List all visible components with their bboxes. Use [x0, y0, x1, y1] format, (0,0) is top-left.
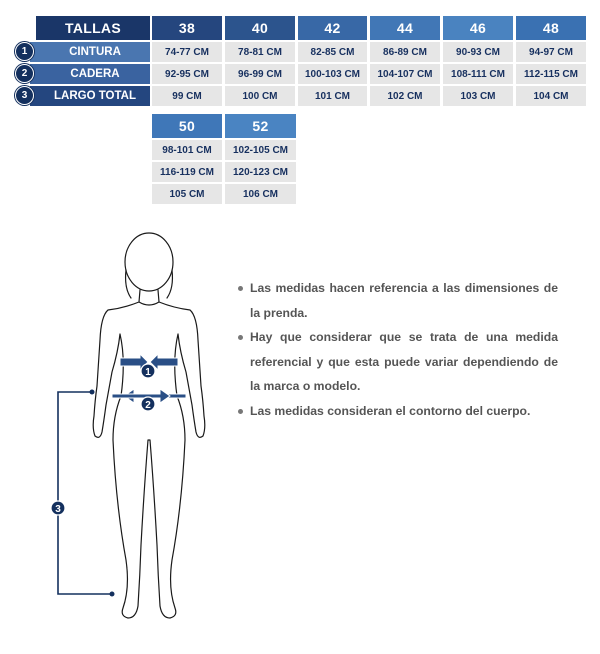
row-number-2: 2: [15, 64, 34, 83]
marker-2-label: 2: [145, 400, 151, 411]
marker-2: [141, 397, 155, 411]
table-cell: 92-95 CM: [152, 64, 222, 84]
size-header-46: 46: [443, 16, 513, 40]
table-cell: 100 CM: [225, 86, 295, 106]
note-text: Las medidas consideran el contorno del cuerpo.: [250, 403, 531, 418]
marker-1-label: 1: [145, 367, 151, 378]
table-cell: 82-85 CM: [298, 42, 367, 62]
list-item: [238, 325, 558, 399]
table-cell: 100-103 CM: [298, 64, 367, 84]
notes-list: [238, 276, 558, 423]
bracket-end-top: [90, 390, 95, 395]
size-header-44: 44: [370, 16, 440, 40]
size-header-52: 52: [225, 114, 296, 138]
note-text: Las medidas hacen referencia a las dimensiones de la prenda.: [250, 281, 558, 320]
table-cell: 94-97 CM: [516, 42, 586, 62]
row-label-largo-total: LARGO TOTAL: [30, 86, 150, 106]
bullet-icon: [238, 409, 243, 414]
table-cell: 116-119 CM: [152, 162, 222, 182]
table-cell: 90-93 CM: [443, 42, 513, 62]
table-header-tallas: TALLAS: [36, 16, 150, 40]
row-number-1: 1: [15, 42, 34, 61]
table-cell: 104 CM: [516, 86, 586, 106]
table-cell: 96-99 CM: [225, 64, 295, 84]
size-header-42: 42: [298, 16, 367, 40]
table-cell: 105 CM: [152, 184, 222, 204]
row-label-cadera: CADERA: [30, 64, 150, 84]
marker-3: [51, 501, 65, 515]
table-cell: 120-123 CM: [225, 162, 296, 182]
bullet-icon: [238, 286, 243, 291]
table-cell: 102 CM: [370, 86, 440, 106]
list-item: [238, 399, 558, 424]
size-header-38: 38: [152, 16, 222, 40]
table-cell: 102-105 CM: [225, 140, 296, 160]
bullet-icon: [238, 335, 243, 340]
marker-3-label: 3: [55, 504, 61, 515]
table-cell: 103 CM: [443, 86, 513, 106]
table-cell: 99 CM: [152, 86, 222, 106]
table-cell: 101 CM: [298, 86, 367, 106]
list-item: [238, 276, 558, 325]
bracket-end-bottom: [110, 592, 115, 597]
table-cell: 106 CM: [225, 184, 296, 204]
row-number-3: 3: [15, 86, 34, 105]
note-text: Hay que considerar que se trata de una medida referencial y que esta puede variar dependiendo de la marca o modelo.: [250, 330, 558, 393]
table-cell: 104-107 CM: [370, 64, 440, 84]
size-header-48: 48: [516, 16, 586, 40]
size-header-40: 40: [225, 16, 295, 40]
table-cell: 78-81 CM: [225, 42, 295, 62]
table-cell: 98-101 CM: [152, 140, 222, 160]
table-cell: 74-77 CM: [152, 42, 222, 62]
row-label-cintura: CINTURA: [30, 42, 150, 62]
marker-1: [141, 364, 155, 378]
body-silhouette: [93, 233, 205, 618]
table-cell: 112-115 CM: [516, 64, 586, 84]
table-cell: 108-111 CM: [443, 64, 513, 84]
size-header-50: 50: [152, 114, 222, 138]
table-cell: 86-89 CM: [370, 42, 440, 62]
